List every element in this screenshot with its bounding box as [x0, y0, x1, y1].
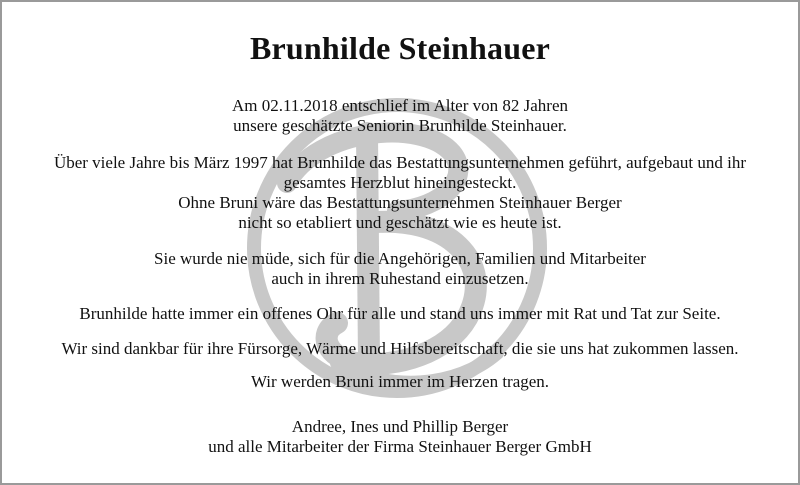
text-line: Brunhilde hatte immer ein offenes Ohr für alle und stand uns immer mit Rat und Tat zur Seite.: [79, 304, 721, 323]
text-line: auch in ihrem Ruhestand einzusetzen.: [271, 269, 529, 288]
text-line: Über viele Jahre bis März 1997 hat Brunhilde das Bestattungsunternehmen geführt, aufgebaut und ihr: [53, 153, 747, 172]
text-line: Ohne Bruni wäre das Bestattungsunternehmen Steinhauer Berger: [178, 193, 622, 212]
text-line: Wir werden Bruni immer im Herzen tragen.: [250, 372, 550, 391]
text-line: unsere geschätzte Seniorin Brunhilde Steinhauer.: [233, 116, 567, 135]
text-line: Wir sind dankbar für ihre Fürsorge, Wärme und Hilfsbereitschaft, die sie uns hat zukommen lassen.: [61, 339, 739, 358]
text-line: Sie wurde nie müde, sich für die Angehörigen, Familien und Mitarbeiter: [154, 249, 646, 268]
text-line: Am 02.11.2018 entschlief im Alter von 82 Jahren: [231, 96, 568, 115]
text-line: nicht so etabliert und geschätzt wie es heute ist.: [238, 213, 562, 232]
text-line: gesamtes Herzblut hineingesteckt.: [283, 173, 517, 192]
signature-line: und alle Mitarbeiter der Firma Steinhauer Berger GmbH: [208, 437, 592, 456]
signature-line: Andree, Ines und Phillip Berger: [291, 417, 509, 436]
page-title: Brunhilde Steinhauer: [249, 30, 551, 66]
